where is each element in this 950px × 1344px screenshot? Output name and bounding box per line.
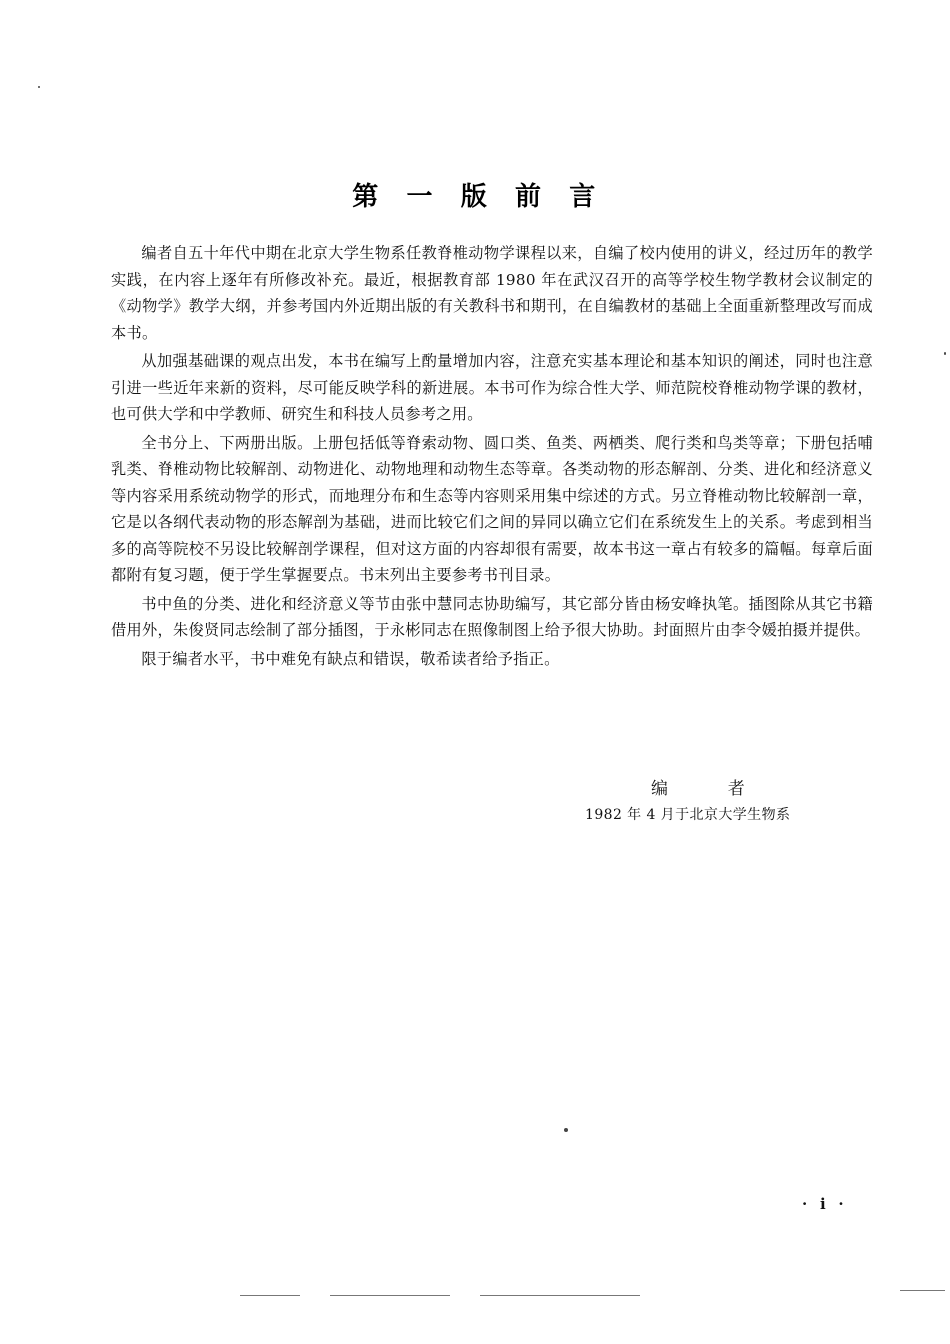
preface-paragraph-2: 从加强基础课的观点出发，本书在编写上酌量增加内容，注意充实基本理论和基本知识的阐述，同时也注意引进一些近年来新的资料，尽可能反映学科的新进展。本书可作为综合性大学、师范院校脊椎动物学课的教材，也可供大学和中学教师、研究生和科技人员参考之用。 [111,352,873,423]
scan-line [900,1290,945,1291]
preface-paragraph-5: 限于编者水平，书中难免有缺点和错误，敬希读者给予指正。 [141,649,560,668]
scan-line [480,1295,640,1296]
scan-line [330,1295,450,1296]
scan-speck [38,86,40,88]
page-title: 第 一 版 前 言 [352,182,598,212]
signature-date: 1982 年 4 月于北京大学生物系 [585,807,791,823]
preface-body [111,240,873,672]
scan-speck [944,352,946,355]
author-signature: 编 者 [651,779,773,799]
page-number: · i · [802,1195,848,1213]
scan-speck [564,1128,568,1132]
preface-paragraph-3: 全书分上、下两册出版。上册包括低等脊索动物、圆口类、鱼类、两栖类、爬行类和鸟类等章；下册包括哺乳类、脊椎动物比较解剖、动物进化、动物地理和动物生态等章。各类动物的形态解剖、分类、进化和经济意义等内容采用系统动物学的形式，而地理分布和生态等内容则采用集中综述的方式。另立脊椎动物比较解剖一章，它是以各纲代表动物的形态解剖为基础，进而比较它们之间的异同以确立它们在系统发生上的关系。考虑到相当多的高等院校不另设比较解剖学课程，但对这方面的内容却很有需要，故本书这一章占有较多的篇幅。每章后面都附有复习题，便于学生掌握要点。书末列出主要参考书刊目录。 [111,433,873,584]
scan-line [240,1295,300,1296]
preface-paragraph-4: 书中鱼的分类、进化和经济意义等节由张中慧同志协助编写，其它部分皆由杨安峰执笔。插图除从其它书籍借用外，朱俊贤同志绘制了部分插图，于永彬同志在照像制图上给予很大协助。封面照片由李令媛拍摄并提供。 [111,594,873,639]
preface-paragraph-1: 编者自五十年代中期在北京大学生物系任教脊椎动物学课程以来，自编了校内使用的讲义，经过历年的教学实践，在内容上逐年有所修改补充。最近，根据教育部 1980 年在武汉召开的高等学校生物学教材会议制定的《动物学》教学大纲，并参考国内外近期出版的有关教科书和期刊，在自编教材的基础上全面重新整理改写而成本书。 [111,244,873,342]
